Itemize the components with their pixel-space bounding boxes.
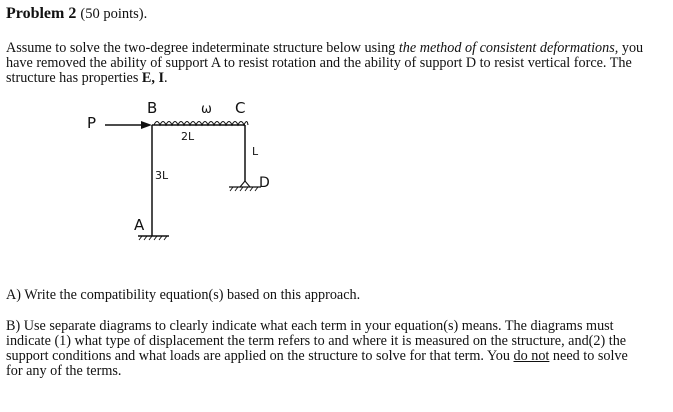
intro-text: you — [618, 40, 644, 56]
part-a-text: A) Write the compatibility equation(s) based on this approach. — [6, 287, 361, 303]
intro-text: Assume to solve the two-degree indeterminate structure below using — [6, 40, 399, 56]
intro-text: have removed the ability of support A to resist rotation and the ability of support D to resist vertical force. The — [6, 55, 632, 71]
support-label-a: A — [134, 216, 145, 234]
length-label-3l: 3L — [155, 169, 169, 182]
part-b-line-4 — [6, 363, 663, 379]
part-b-text: need to solve — [549, 348, 628, 364]
method-name: the method of consistent deformations, — [398, 40, 619, 56]
part-b-line-1 — [6, 318, 663, 334]
problem-heading — [6, 4, 147, 24]
intro-line-3 — [6, 70, 663, 86]
support-d — [240, 181, 250, 187]
part-b-text: indicate (1) what type of displacement the term refers to and where it is measured on the structure, and(2) the — [6, 333, 627, 349]
part-a — [6, 287, 663, 303]
joint-label-c: C — [235, 99, 246, 117]
intro-line-1 — [6, 40, 663, 56]
problem-title: Problem 2 — [6, 5, 77, 22]
part-b-line-2 — [6, 333, 663, 349]
emphasis-do-not: do not — [513, 348, 550, 364]
properties: E, I — [141, 70, 164, 86]
support-label-d: D — [259, 175, 270, 191]
part-b-text: support conditions and what loads are applied on the structure to solve for that term. You — [6, 348, 514, 364]
problem-points: (50 points). — [80, 6, 148, 22]
load-arrowhead — [141, 121, 152, 129]
intro-line-2 — [6, 55, 663, 71]
support-d-hatching — [230, 187, 258, 191]
load-label-p: P — [87, 114, 97, 132]
part-b-line-3 — [6, 348, 663, 364]
structure-diagram — [75, 95, 295, 260]
part-b-text: for any of the terms. — [6, 363, 122, 379]
joint-label-b: B — [147, 99, 158, 117]
length-label-2l: 2L — [181, 130, 195, 143]
intro-text: . — [164, 70, 168, 86]
intro-text: structure has properties — [6, 70, 142, 86]
length-label-l: L — [252, 145, 259, 158]
load-label-w: ω — [201, 102, 212, 117]
part-b-text: B) Use separate diagrams to clearly indicate what each term in your equation(s) means. The diagrams must — [6, 318, 614, 334]
